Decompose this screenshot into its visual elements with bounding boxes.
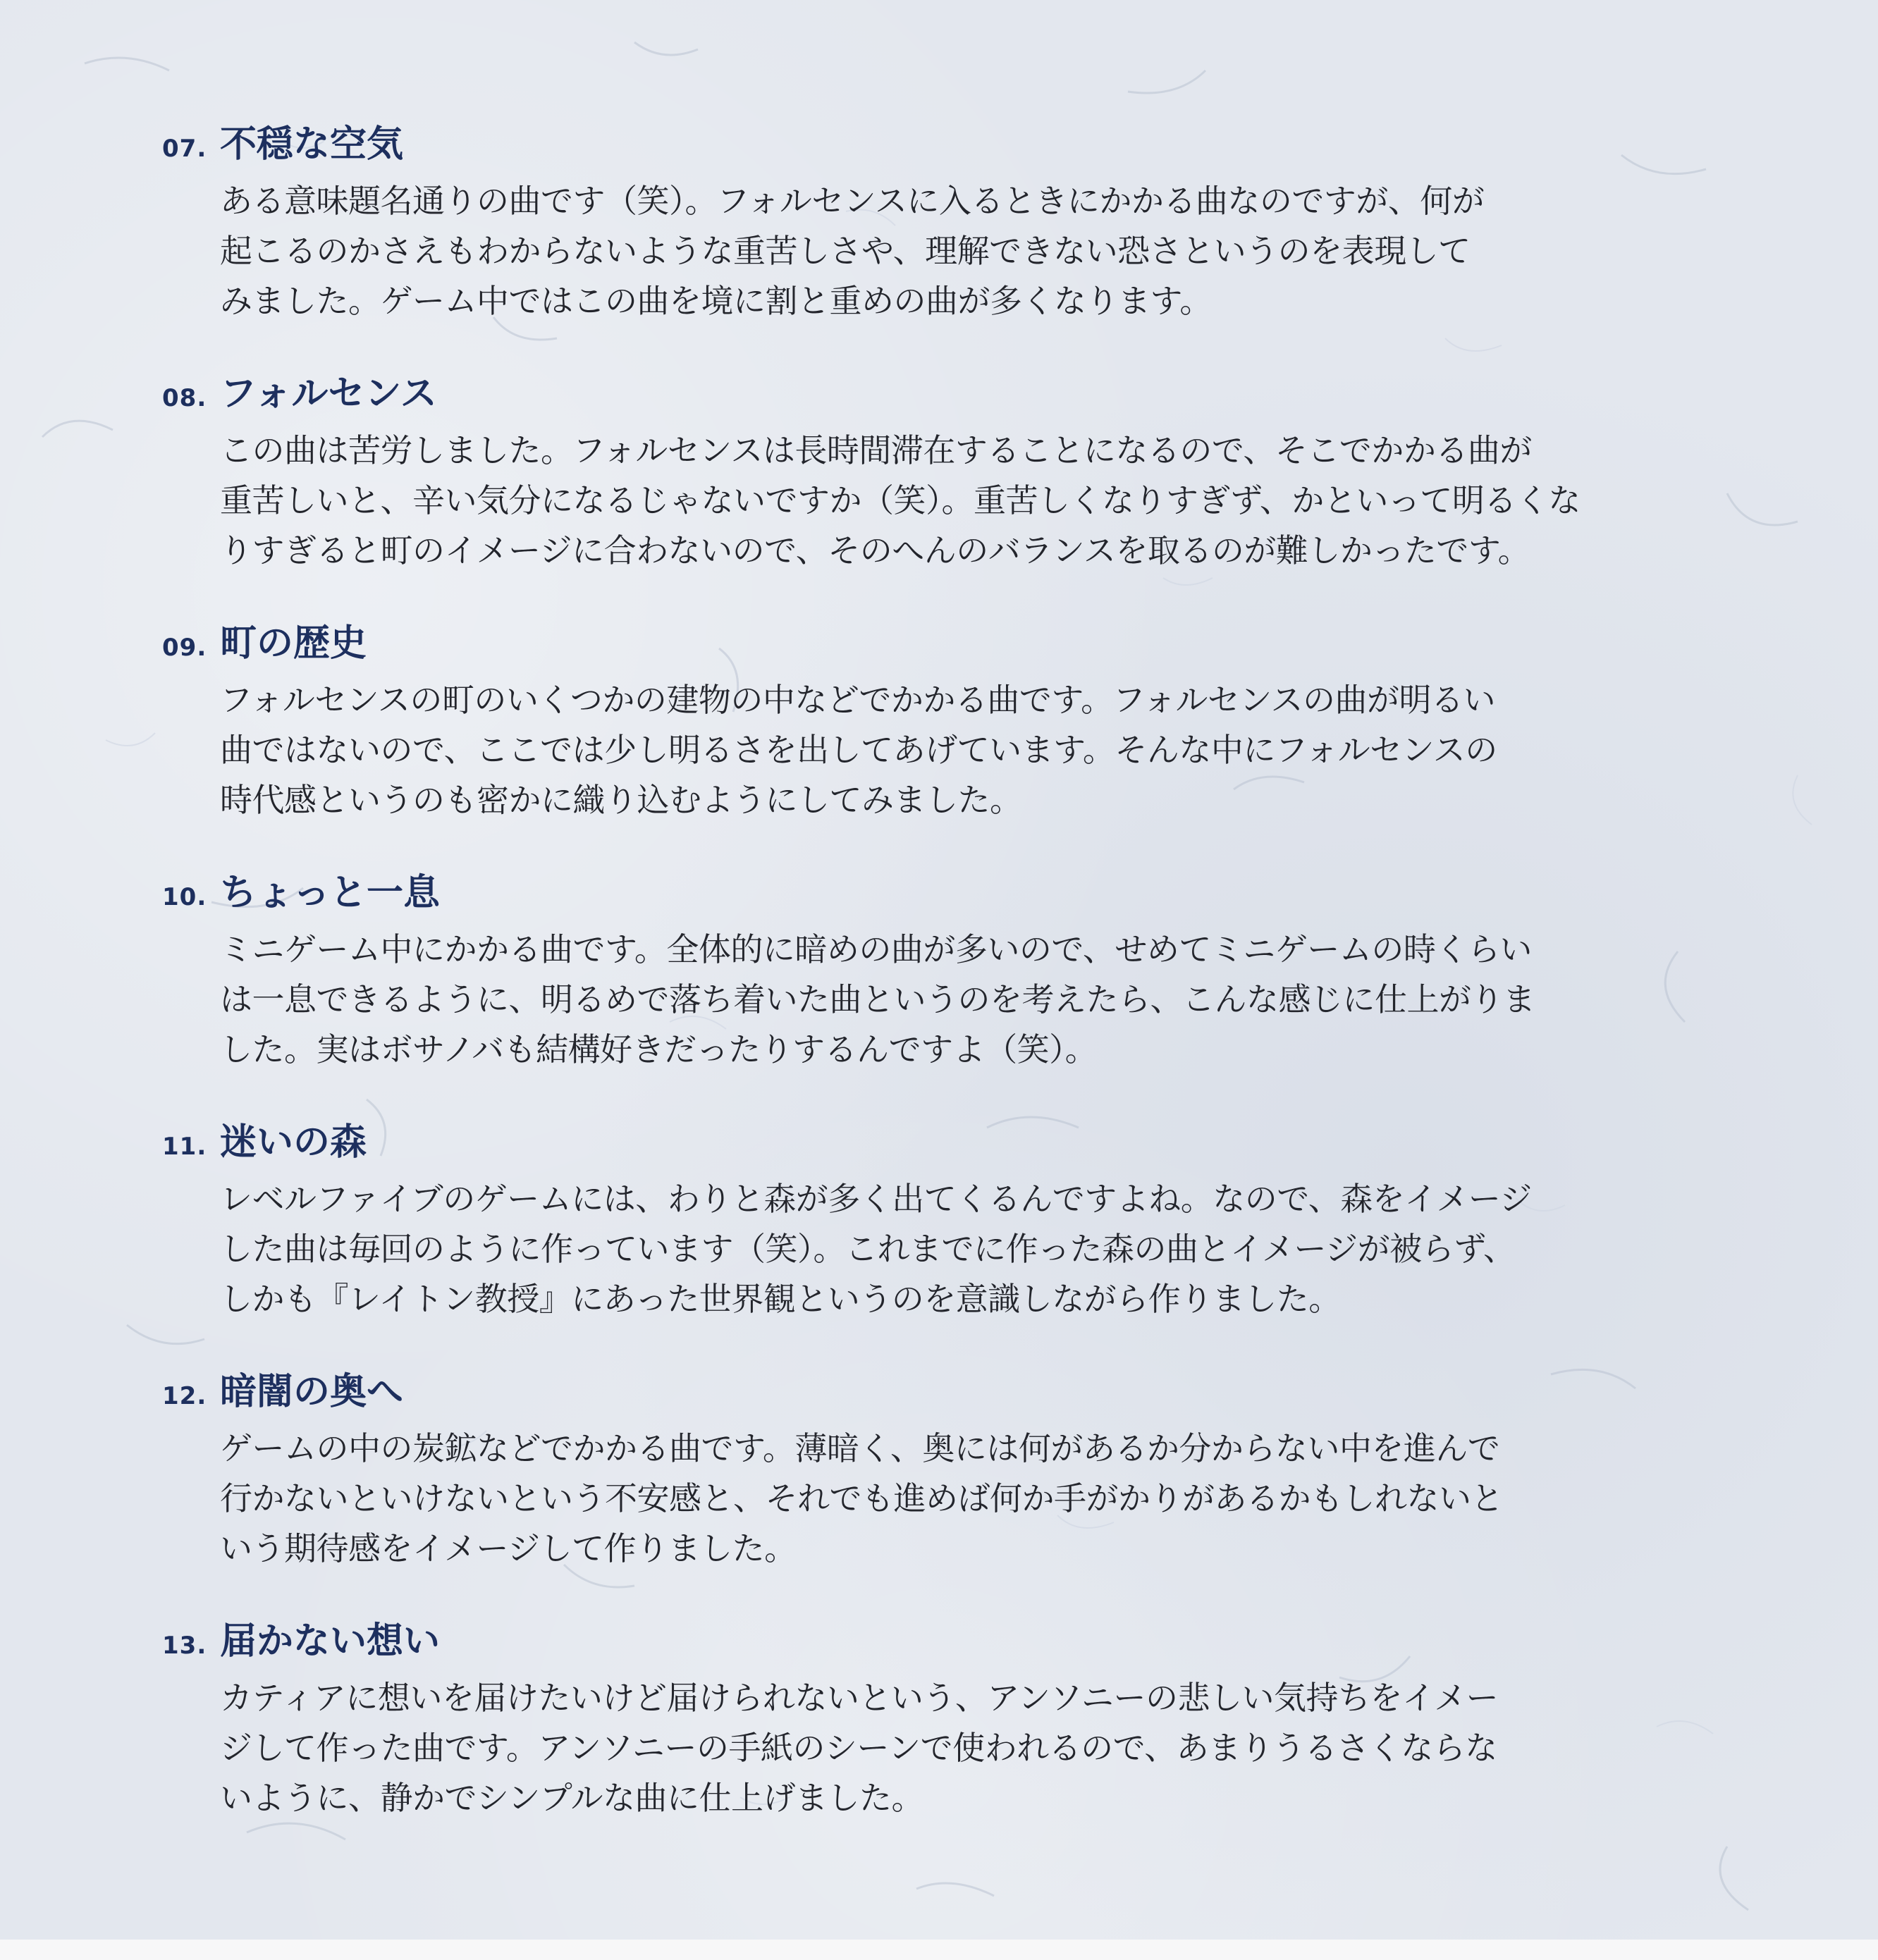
description-line: みました。ゲーム中ではこの曲を境に割と重めの曲が多くなります。	[220, 282, 1212, 320]
description-line: は一息できるように、明るめで落ち着いた曲というのを考えたら、こんな感じに仕上がりま	[220, 980, 1535, 1018]
description-line: いう期待感をイメージして作りました。	[220, 1529, 797, 1567]
description-line: 時代感というのも密かに織り込むようにしてみました。	[220, 781, 1022, 819]
track-description	[220, 426, 1651, 576]
track-07	[162, 114, 1657, 326]
track-heading	[162, 364, 1657, 420]
description-line: りすぎると町のイメージに合わないので、そのへんのバランスを取るのが難しかったです。	[220, 531, 1530, 569]
track-description	[220, 1424, 1651, 1574]
track-heading	[162, 1611, 1657, 1668]
track-number: 12.	[162, 1382, 207, 1410]
track-10	[162, 863, 1657, 1075]
track-title: 届かない想い	[220, 1620, 441, 1663]
track-description	[220, 1673, 1651, 1823]
track-08	[162, 364, 1657, 576]
track-title: フォルセンス	[220, 373, 437, 415]
track-12	[162, 1362, 1657, 1574]
description-line: した曲は毎回のように作っています（笑）。これまでに作った森の曲とイメージが被らず、	[220, 1230, 1516, 1268]
track-heading	[162, 863, 1657, 919]
track-description	[220, 925, 1651, 1075]
description-line: 曲ではないので、ここでは少し明るさを出してあげています。そんな中にフォルセンスの	[220, 731, 1497, 769]
track-description	[220, 1174, 1651, 1324]
description-line: この曲は苦労しました。フォルセンスは長時間滞在することになるので、そこでかかる曲が	[220, 431, 1532, 469]
track-title: 迷いの森	[220, 1121, 367, 1164]
track-13	[162, 1611, 1657, 1823]
track-number: 09.	[162, 634, 207, 662]
description-line: カティアに想いを届けたいけど届けられないという、アンソニーの悲しい気持ちをイメー	[220, 1679, 1499, 1717]
track-number: 13.	[162, 1632, 207, 1660]
track-title: 不穏な空気	[220, 123, 404, 166]
track-number: 08.	[162, 384, 207, 412]
track-title: 暗闇の奥へ	[220, 1371, 404, 1413]
track-number: 07.	[162, 135, 207, 163]
track-heading	[162, 1112, 1657, 1169]
track-09	[162, 613, 1657, 825]
track-number: 11.	[162, 1133, 207, 1161]
track-heading	[162, 613, 1657, 670]
description-line: しかも『レイトン教授』にあった世界観というのを意識しながら作りました。	[220, 1280, 1341, 1318]
page-edge	[0, 1940, 1878, 1960]
description-line: ゲームの中の炭鉱などでかかる曲です。薄暗く、奥には何があるか分からない中を進んで	[220, 1429, 1500, 1467]
description-line: フォルセンスの町のいくつかの建物の中などでかかる曲です。フォルセンスの曲が明るい	[220, 681, 1495, 719]
description-line: した。実はボサノバも結構好きだったりするんですよ（笑）。	[220, 1030, 1098, 1068]
description-line: いように、静かでシンプルな曲に仕上げました。	[220, 1779, 924, 1817]
description-line: 行かないといけないという不安感と、それでも進めば何か手がかりがあるかもしれないと	[220, 1479, 1503, 1517]
track-description	[220, 176, 1651, 326]
description-line: レベルファイブのゲームには、わりと森が多く出てくるんですよね。なので、森をイメージ	[220, 1180, 1532, 1218]
description-line: 起こるのかさえもわからないような重苦しさや、理解できない恐さというのを表現して	[220, 232, 1471, 270]
track-number: 10.	[162, 883, 207, 911]
track-heading	[162, 1362, 1657, 1418]
track-heading	[162, 114, 1657, 171]
description-line: ミニゲーム中にかかる曲です。全体的に暗めの曲が多いので、せめてミニゲームの時くらい	[220, 930, 1532, 968]
track-title: ちょっと一息	[220, 872, 441, 914]
description-line: ある意味題名通りの曲です（笑）。フォルセンスに入るときにかかる曲なのですが、何が	[220, 182, 1485, 220]
track-description	[220, 675, 1651, 825]
track-11	[162, 1112, 1657, 1324]
track-title: 町の歴史	[220, 622, 367, 665]
description-line: ジして作った曲です。アンソニーの手紙のシーンで使われるので、あまりうるさくならな	[220, 1729, 1497, 1767]
description-line: 重苦しいと、辛い気分になるじゃないですか（笑）。重苦しくなりすぎず、かといって明るくな	[220, 481, 1581, 519]
